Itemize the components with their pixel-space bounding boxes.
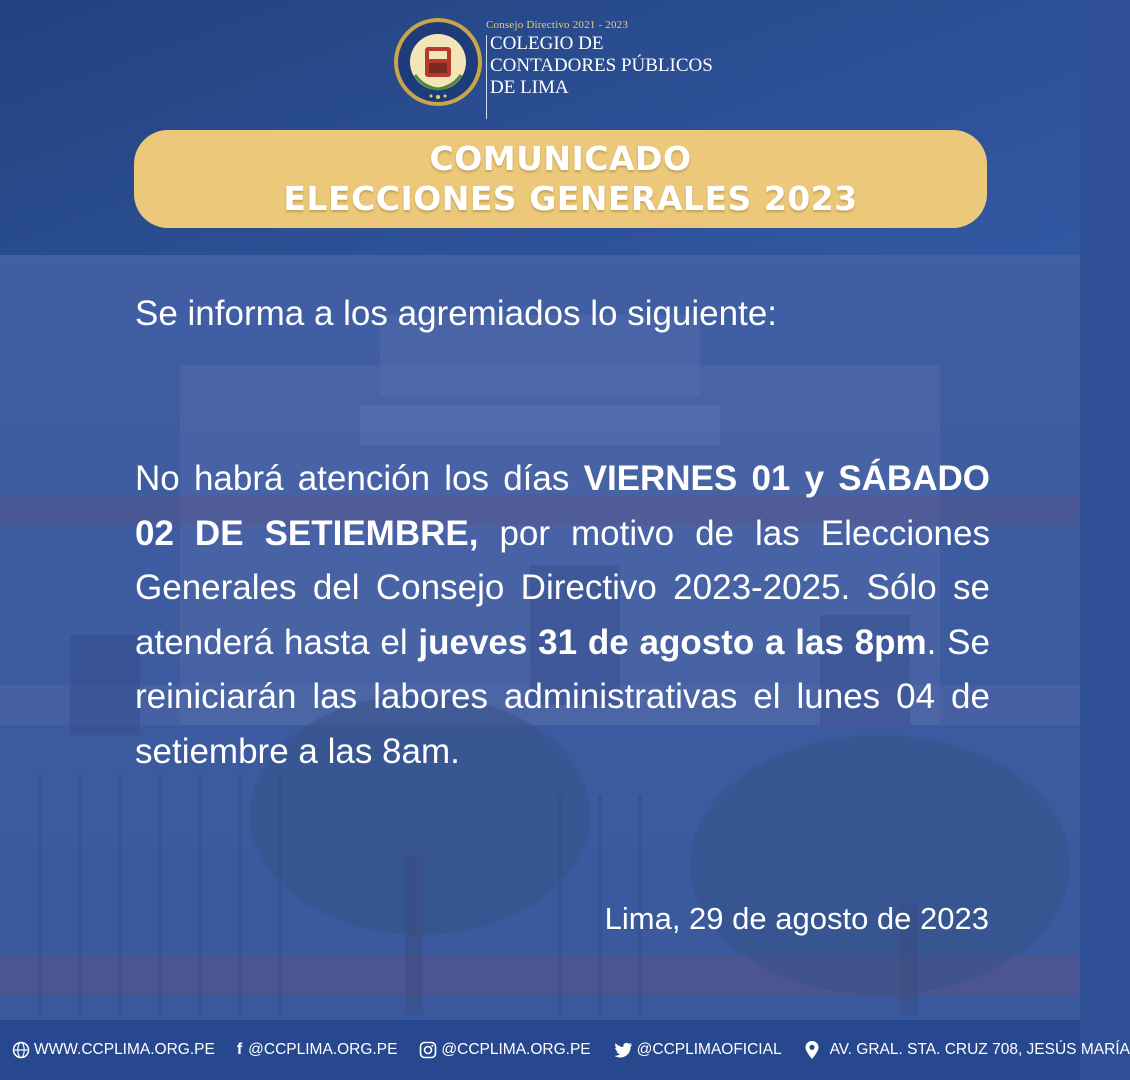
footer-address [804, 1040, 1130, 1060]
issue-date: Lima, 29 de agosto de 2023 [604, 901, 989, 936]
address-text: AV. GRAL. STA. CRUZ 708, JESÚS MARÍA [829, 1041, 1130, 1058]
intro-text: Se informa a los agremiados lo siguiente: [135, 294, 778, 333]
title-banner [134, 130, 987, 228]
instagram-icon [419, 1041, 437, 1059]
brand-divider [486, 35, 487, 119]
institution-name-line-3: DE LIMA [490, 77, 569, 98]
institution-name [486, 33, 746, 99]
footer-twitter[interactable] [613, 1041, 782, 1059]
institution-name-line-1: COLEGIO DE [490, 33, 604, 54]
footer-website[interactable] [12, 1041, 215, 1059]
globe-icon [12, 1041, 30, 1059]
footer-facebook[interactable] [237, 1041, 398, 1059]
location-pin-icon [804, 1040, 820, 1060]
notice-text-1: No habrá atención los días [135, 459, 584, 498]
banner-subtitle: ELECCIONES GENERALES 2023 [283, 179, 858, 218]
banner-title: COMUNICADO [429, 139, 692, 178]
council-label: Consejo Directivo 2021 - 2023 [486, 19, 629, 31]
footer-instagram[interactable] [419, 1041, 590, 1059]
facebook-handle[interactable]: @CCPLIMA.ORG.PE [248, 1041, 398, 1058]
brand-block [486, 19, 746, 99]
instagram-handle[interactable]: @CCPLIMA.ORG.PE [441, 1041, 591, 1058]
closure-dates: VIERNES 01 y SÁBADO 02 DE SETIEMBRE, [135, 459, 990, 553]
facebook-icon: f [236, 1041, 243, 1058]
website-link[interactable]: WWW.CCPLIMA.ORG.PE [34, 1041, 215, 1058]
institution-name-line-2: CONTADORES PÚBLICOS [490, 55, 713, 76]
notice-text-2: por motivo de las Elecciones Generales del Consejo Directivo 2023-2025. Sólo se atenderá hasta el [135, 513, 990, 662]
footer-bar [0, 1020, 1130, 1080]
notice-paragraph [135, 452, 990, 779]
last-service-date: jueves 31 de agosto a las 8pm [418, 622, 927, 662]
notice-text-3: . Se reiniciarán las labores administrativas el lunes 04 de setiembre a las 8am. [135, 622, 990, 771]
twitter-handle[interactable]: @CCPLIMAOFICIAL [636, 1041, 782, 1058]
ccpl-seal-logo [393, 17, 483, 107]
twitter-icon [613, 1042, 633, 1059]
